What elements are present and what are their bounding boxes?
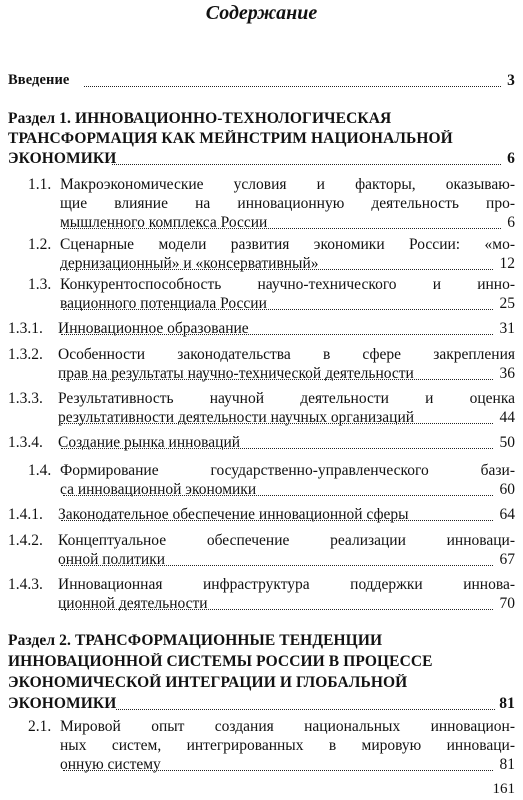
toc-entry-page: 36 [499, 365, 515, 382]
toc-entry-text: онной политики [58, 551, 166, 568]
leader-dots [61, 609, 493, 610]
toc-intro-label: Введение [8, 72, 70, 88]
toc-entry-number: 1.3.4. [8, 434, 43, 451]
toc-entry-text: прав на результаты научно-технической деятельности [58, 365, 414, 382]
leader-dots [61, 520, 493, 521]
section-1-line-1: Раздел 1. ИННОВАЦИОННО-ТЕХНОЛОГИЧЕСКАЯ [8, 110, 392, 127]
toc-entry-text: мышленного комплекса России [60, 214, 268, 231]
toc-entry-page: 60 [499, 481, 515, 498]
leader-dots [63, 269, 493, 270]
leader-dots [63, 495, 493, 496]
toc-entry-number: 1.3. [28, 276, 52, 293]
toc-entry-text: Создание рынка инноваций [58, 434, 241, 451]
toc-entry-text: Формирование государственно-управленческого бази- [60, 462, 515, 479]
toc-entry-page: 64 [499, 506, 515, 523]
toc-entry-number: 2.1. [28, 718, 52, 735]
toc-intro [8, 72, 515, 92]
toc-entry-text: Макроэкономические условия и факторы, оказываю- [60, 176, 515, 193]
toc-entry-text: щие влияние на инновационную деятельность про- [60, 195, 515, 212]
toc-entry-number: 1.4.3. [8, 576, 43, 593]
toc-entry-text: дернизационный» и «консервативный» [60, 255, 319, 272]
toc-entry-number: 1.3.1. [8, 320, 43, 337]
toc-entry-number: 1.4.2. [8, 532, 43, 549]
toc-entry-page: 6 [507, 214, 515, 231]
toc-entry-text: Особенности законодательства в сфере закрепления [58, 346, 515, 363]
toc-entry-text: ных систем, интегрированных в мировую инноваци- [60, 737, 515, 754]
toc-entry-text: Концептуальное обеспечение реализации инноваци- [58, 532, 515, 549]
toc-entry [0, 320, 523, 339]
toc-entry-number: 1.1. [28, 176, 52, 193]
section-2-line-3: ЭКОНОМИЧЕСКОЙ ИНТЕГРАЦИИ И ГЛОБАЛЬНОЙ [8, 674, 408, 691]
section-2-line-2: ИННОВАЦИОННОЙ СИСТЕМЫ РОССИИ В ПРОЦЕССЕ [8, 653, 433, 670]
page-title: Содержание [205, 2, 318, 24]
leader-dots [63, 770, 493, 771]
toc-entry-page: 50 [499, 434, 515, 451]
toc-entry [0, 236, 523, 274]
section-2-page: 81 [499, 695, 515, 712]
toc-entry [0, 462, 523, 500]
toc-entry-text: результативности деятельности научных организаций [58, 409, 415, 426]
leader-dots [61, 565, 493, 566]
leader-dots [61, 423, 493, 424]
toc-entry [0, 576, 523, 614]
leader-dots [61, 448, 493, 449]
toc-entry-text: са инновационной экономики [60, 481, 257, 498]
toc-entry-number: 1.4. [28, 462, 52, 479]
leader-dots [116, 709, 495, 710]
toc-entry [0, 176, 523, 233]
leader-dots [112, 164, 501, 165]
toc-entry-text: ционной деятельности [58, 595, 208, 612]
toc-section-2 [8, 632, 515, 712]
toc-entry-page: 31 [499, 320, 515, 337]
toc-intro-page: 3 [507, 72, 515, 89]
section-1-page: 6 [507, 150, 515, 167]
toc-entry-text: Результативность научной деятельности и оценка [58, 390, 515, 407]
toc-entry [0, 390, 523, 428]
leader-dots [61, 334, 493, 335]
toc-entry-page: 81 [499, 756, 515, 773]
toc-entry-page: 44 [499, 409, 515, 426]
toc-entry [0, 532, 523, 570]
leader-dots [63, 228, 501, 229]
section-2-line-4: ЭКОНОМИКИ [8, 695, 117, 712]
toc-entry-text: вационного потенциала России [60, 295, 267, 312]
page-number: 161 [492, 781, 515, 797]
toc-entry-number: 1.3.2. [8, 346, 43, 363]
toc-entry [0, 276, 523, 314]
leader-dots [63, 309, 493, 310]
toc-entry-text: онную систему [60, 756, 161, 773]
toc-entry-text: Законодательное обеспечение инновационной сферы [58, 506, 409, 523]
toc-entry-text: Мировой опыт создания национальных инновацион- [60, 718, 515, 735]
toc-entry-text: Инновационное образование [58, 320, 249, 337]
toc-entry-text: Инновационная инфраструктура поддержки иннова- [58, 576, 515, 593]
toc-entry-page: 67 [499, 551, 515, 568]
toc-entry [0, 506, 523, 525]
toc-entry-page: 12 [499, 255, 515, 272]
toc-entry-text: Конкурентоспособность научно-технического и инно- [60, 276, 515, 293]
toc-entry-number: 1.4.1. [8, 506, 43, 523]
toc-entry-number: 1.2. [28, 236, 52, 253]
toc-entry [0, 434, 523, 453]
toc-entry [0, 718, 523, 775]
toc-entry-page: 25 [499, 295, 515, 312]
section-2-line-1: Раздел 2. ТРАНСФОРМАЦИОННЫЕ ТЕНДЕНЦИИ [8, 632, 383, 649]
toc-entry-page: 70 [499, 595, 515, 612]
toc-section-1 [8, 110, 515, 170]
section-1-line-2: ТРАНСФОРМАЦИЯ КАК МЕЙНСТРИМ НАЦИОНАЛЬНОЙ [8, 130, 453, 147]
leader-dots [61, 379, 493, 380]
toc-entry-text: Сценарные модели развития экономики России: «мо- [60, 236, 515, 253]
leader-dots [84, 86, 501, 87]
toc-entry [0, 346, 523, 384]
section-1-line-3: ЭКОНОМИКИ [8, 150, 117, 167]
toc-entry-number: 1.3.3. [8, 390, 43, 407]
